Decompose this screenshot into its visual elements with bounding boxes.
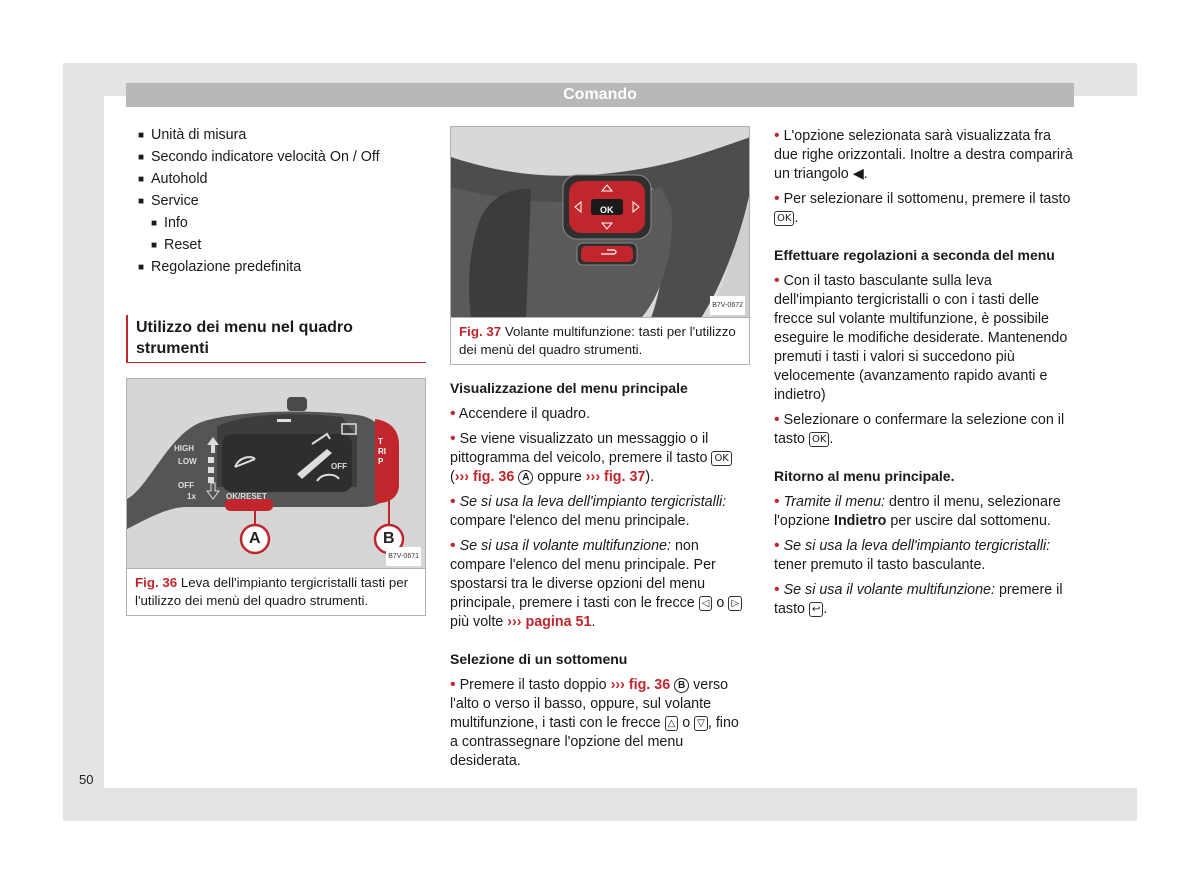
heading-main-menu: Visualizzazione del menu principale [450, 380, 688, 396]
list-item: ■ Unità di misura [126, 126, 426, 145]
menu-options-list [126, 126, 426, 277]
figure-36 [126, 378, 426, 616]
lever-label-ok-reset: OK/RESET [226, 492, 267, 501]
page-header: Comando [126, 83, 1074, 107]
paragraph: • Se si usa la leva dell'impianto tergicristalli: tener premuto il tasto basculante. [774, 537, 1051, 573]
lever-label-low: LOW [178, 457, 197, 466]
paragraph: • Premere il tasto doppio ››› fig. 36 B verso l'alto o verso il basso, oppure, sul volante multifunzione, i tasti con le frecce △ o ▽ , fino a contrassegnare l'opzione del menu desiderata. [450, 676, 739, 769]
arrow-right-key-icon: ▷ [728, 596, 742, 611]
lever-label-off: OFF [178, 481, 194, 490]
paragraph: • Se viene visualizzato un messaggio o il pittogramma del veicolo, premere il tasto OK (››› fig. 36 A oppure ››› fig. 37). [450, 429, 750, 487]
paragraph: • Con il tasto basculante sulla leva dell'impianto tergicristalli o con i tasti delle frecce sul volante multifunzione, è possibile eseguire le modifiche desiderate. Mantenendo premuti i tasti i valori si succedono più velocemente (avanzamento rapido avanti e indietro) [774, 272, 1068, 403]
list-item: ■ Autohold [126, 170, 426, 189]
wiper-lever-illustration [127, 379, 425, 569]
figure-link[interactable]: ››› fig. 37 [585, 469, 646, 485]
ok-button-label: OK [600, 205, 614, 215]
figure-link[interactable]: ››› fig. 36 [610, 677, 671, 693]
ok-key-icon: OK [809, 432, 829, 447]
arrow-up-key-icon: △ [665, 716, 679, 731]
figure-ref-code: B7V-0671 [386, 547, 421, 566]
ok-key-icon: OK [774, 211, 794, 226]
figure-label: Fig. 37 [459, 324, 502, 339]
figure-label: Fig. 36 [135, 575, 178, 590]
callout-b-icon: B [674, 678, 689, 693]
paragraph: • Se si usa il volante multifunzione: premere il tasto ↩ . [774, 581, 1063, 617]
figure-caption [451, 318, 749, 364]
callout-a-icon: A [518, 470, 533, 485]
lever-label-1x: 1x [187, 492, 196, 501]
figure-caption [127, 569, 425, 615]
paragraph: • Tramite il menu: dentro il menu, selezionare l'opzione Indietro per uscire dal sottomenu. [774, 493, 1061, 529]
figure-ref-code: B7V-0672 [710, 296, 745, 315]
arrow-left-key-icon: ◁ [699, 596, 713, 611]
heading-submenu: Selezione di un sottomenu [450, 651, 628, 667]
page-number: 50 [79, 772, 94, 787]
paragraph: • Accendere il quadro. [450, 405, 590, 422]
figure-37 [450, 126, 750, 365]
list-item: ■ Secondo indicatore velocità On / Off [126, 148, 426, 167]
steering-wheel-illustration [451, 127, 749, 318]
list-item: ■ Regolazione predefinita [126, 258, 426, 277]
paragraph: • L'opzione selezionata sarà visualizzata fra due righe orizzontali. Inoltre a destra comparirà un triangolo ◀. [774, 127, 1073, 182]
middle-column [450, 126, 750, 776]
paragraph: • Selezionare o confermare la selezione con il tasto OK . [774, 411, 1065, 447]
ok-key-icon: OK [711, 451, 731, 466]
lever-label-trip: TRIP [378, 437, 386, 466]
callout-b: B [383, 530, 395, 547]
heading-return-main-menu: Ritorno al menu principale. [774, 468, 955, 484]
list-subitem: ■ Reset [126, 236, 426, 255]
list-subitem: ■ Info [126, 214, 426, 233]
paragraph: • Se si usa la leva dell'impianto tergicristalli: compare l'elenco del menu principale. [450, 493, 727, 529]
heading-adjustments: Effettuare regolazioni a seconda del menu [774, 247, 1055, 263]
paragraph: • Se si usa il volante multifunzione: non compare l'elenco del menu principale. Per spostarsi tra le diverse opzioni del menu principale, premere i tasti con le frecce ◁ o ▷ più volte ››› pagina 51. [450, 536, 750, 632]
section-title: Utilizzo dei menu nel quadro strumenti [126, 315, 426, 363]
arrow-down-key-icon: ▽ [694, 716, 708, 731]
lever-label-off-wiper: OFF [331, 462, 347, 471]
wiper-lever-icon [127, 379, 425, 569]
left-column [126, 126, 426, 616]
back-key-icon: ↩ [809, 602, 823, 617]
right-column [774, 126, 1074, 624]
figure-link[interactable]: ››› fig. 36 [454, 469, 515, 485]
page-link[interactable]: ››› pagina 51 [507, 614, 592, 630]
lever-label-high: HIGH [174, 444, 194, 453]
callout-a: A [249, 530, 261, 547]
steering-wheel-icon [451, 127, 749, 318]
list-item: ■ Service [126, 192, 426, 211]
caption-text: Volante multifunzione: tasti per l'utilizzo dei menù del quadro strumenti. [459, 324, 736, 357]
paragraph: • Per selezionare il sottomenu, premere il tasto OK . [774, 190, 1071, 226]
caption-text: Leva dell'impianto tergicristalli tasti per l'utilizzo dei menù del quadro strumenti. [135, 575, 409, 608]
